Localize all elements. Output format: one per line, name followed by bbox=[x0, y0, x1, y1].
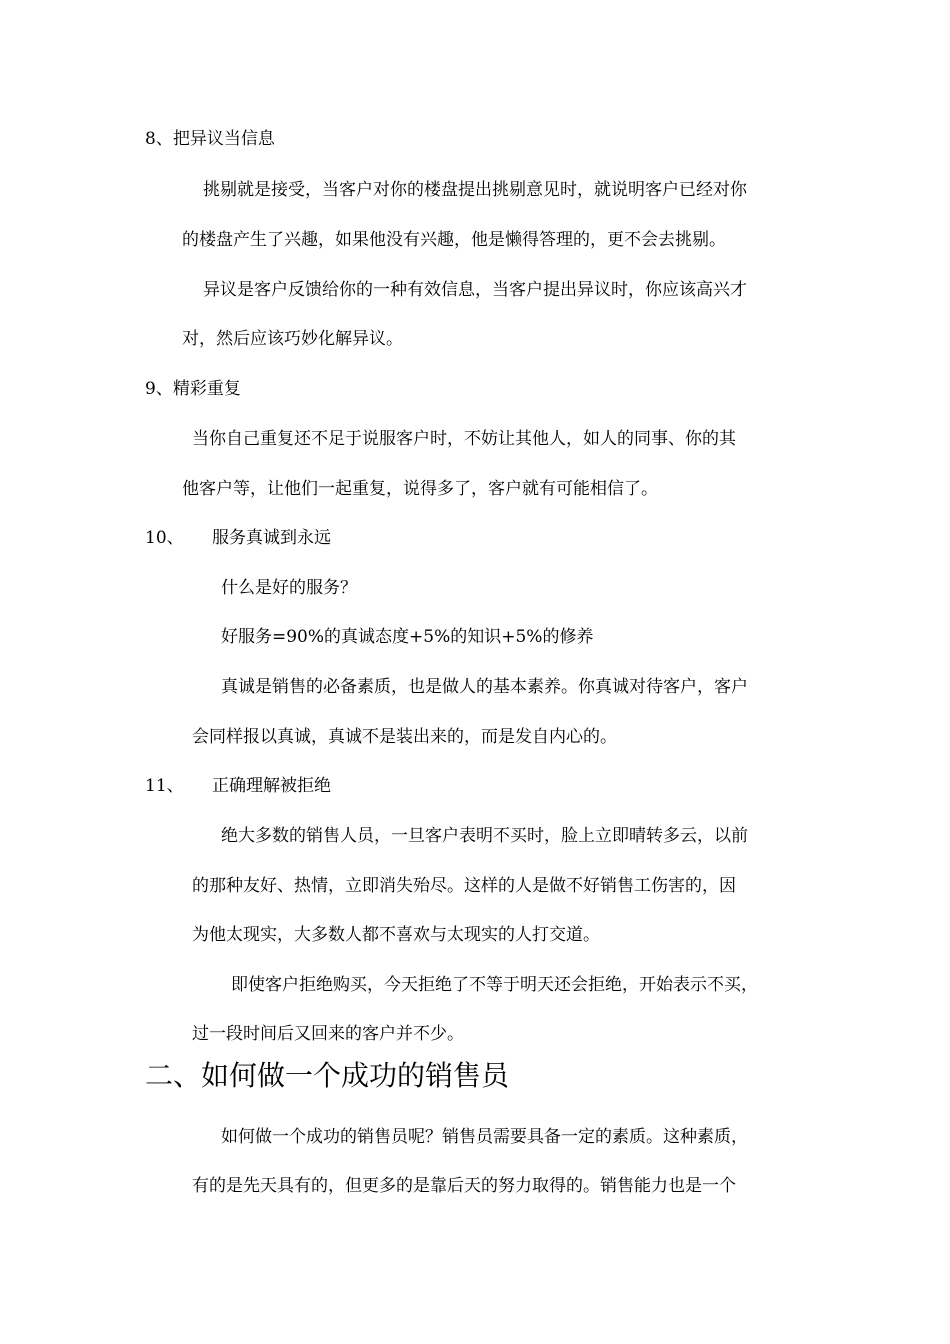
section2-heading: 二、如何做一个成功的销售员 bbox=[145, 1059, 510, 1092]
item8-paragraph1-line1: 挑剔就是接受，当客户对你的楼盘提出挑剔意见时，就说明客户已经对你 bbox=[203, 180, 747, 200]
item9-title: 9、精彩重复 bbox=[145, 379, 241, 399]
item8-paragraph1-line2: 的楼盘产生了兴趣，如果他没有兴趣，他是懒得答理的，更不会去挑剔。 bbox=[182, 230, 726, 250]
section2-paragraph1-line1: 如何做一个成功的销售员呢？销售员需要具备一定的素质。这种素质， bbox=[221, 1127, 748, 1147]
item10-number: 10、 bbox=[145, 528, 184, 548]
item11-paragraph2-line2: 过一段时间后又回来的客户并不少。 bbox=[192, 1024, 464, 1044]
item11-paragraph1-line1: 绝大多数的销售人员，一旦客户表明不买时，脸上立即晴转多云，以前 bbox=[221, 826, 748, 846]
item10-title: 服务真诚到永远 bbox=[212, 528, 331, 548]
item11-number: 11、 bbox=[145, 776, 184, 796]
item8-paragraph2-line2: 对，然后应该巧妙化解异议。 bbox=[182, 329, 403, 349]
item11-paragraph1-line3: 为他太现实，大多数人都不喜欢与太现实的人打交道。 bbox=[192, 925, 600, 945]
item10-question: 什么是好的服务？ bbox=[221, 578, 357, 598]
item8-paragraph2-line1: 异议是客户反馈给你的一种有效信息，当客户提出异议时，你应该高兴才 bbox=[203, 280, 747, 300]
item9-paragraph1-line2: 他客户等，让他们一起重复，说得多了，客户就有可能相信了。 bbox=[182, 479, 658, 499]
item10-formula: 好服务=90%的真诚态度+5%的知识+5%的修养 bbox=[221, 627, 594, 647]
item8-title: 8、把异议当信息 bbox=[145, 129, 275, 149]
item11-title: 正确理解被拒绝 bbox=[212, 776, 331, 796]
section2-paragraph1-line2: 有的是先天具有的，但更多的是靠后天的努力取得的。销售能力也是一个 bbox=[192, 1176, 736, 1196]
item9-paragraph1-line1: 当你自己重复还不足于说服客户时，不妨让其他人，如人的同事、你的其 bbox=[192, 429, 736, 449]
item11-paragraph1-line2: 的那种友好、热情，立即消失殆尽。这样的人是做不好销售工伤害的，因 bbox=[192, 876, 736, 896]
item10-paragraph1-line1: 真诚是销售的必备素质，也是做人的基本素养。你真诚对待客户，客户 bbox=[221, 677, 748, 697]
item11-paragraph2-line1: 即使客户拒绝购买，今天拒绝了不等于明天还会拒绝，开始表示不买， bbox=[231, 975, 758, 995]
item10-paragraph1-line2: 会同样报以真诚，真诚不是装出来的，而是发自内心的。 bbox=[192, 727, 617, 747]
